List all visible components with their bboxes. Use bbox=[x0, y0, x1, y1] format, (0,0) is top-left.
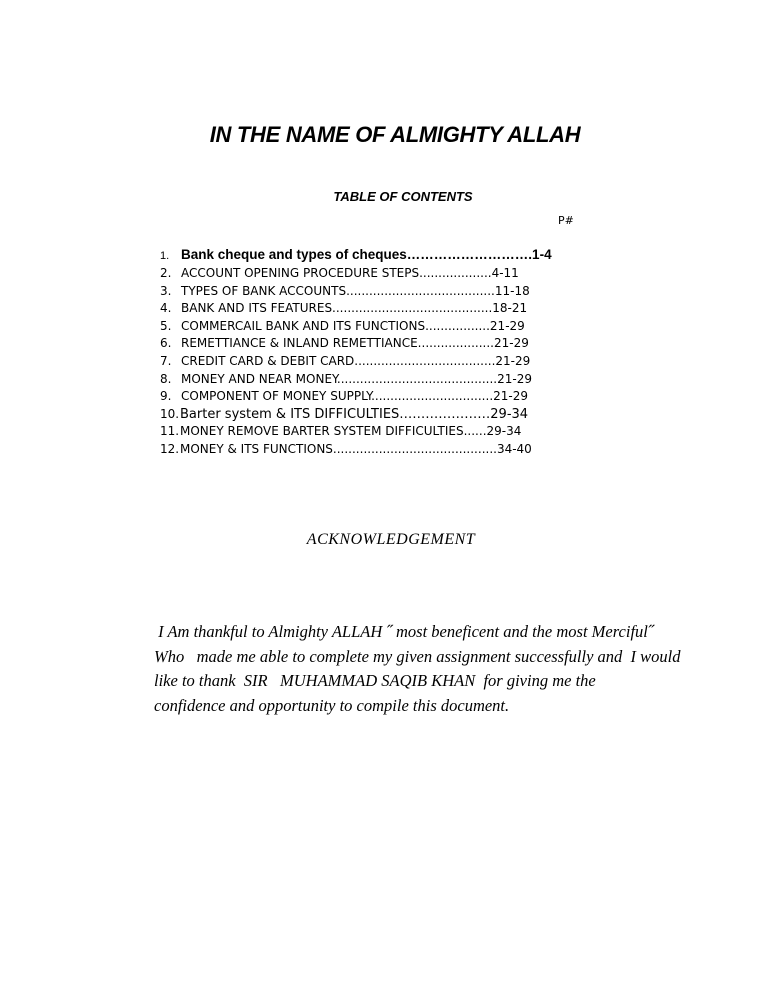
toc-item bbox=[160, 406, 552, 424]
acknowledgement-line: Who made me able to complete my given assignment successfully and I would bbox=[154, 646, 681, 666]
page-heading: IN THE NAME OF ALMIGHTY ALLAH bbox=[209, 122, 581, 147]
acknowledgement-line: I Am thankful to Almighty ALLAH ˝ most beneficent and the most Merciful˝ bbox=[154, 622, 654, 641]
acknowledgement-body bbox=[154, 620, 714, 718]
toc-item bbox=[160, 335, 552, 353]
toc-item-number: 7. bbox=[160, 353, 172, 368]
toc-item-number: 8. bbox=[160, 371, 172, 386]
toc-item-number: 6. bbox=[160, 336, 172, 351]
toc-item-text: MONEY & ITS FUNCTIONS...........................................34-40 bbox=[180, 441, 532, 456]
toc-item-number: 10. bbox=[160, 406, 180, 421]
toc-item-text: CREDIT CARD & DEBIT CARD.....................................21-29 bbox=[181, 353, 531, 368]
acknowledgement-line: confidence and opportunity to compile this document. bbox=[154, 695, 510, 715]
toc-item-number: 4. bbox=[160, 301, 172, 316]
toc-item-number: 9. bbox=[160, 389, 172, 404]
toc-item bbox=[160, 265, 552, 283]
toc-item bbox=[160, 371, 552, 389]
toc-item-text: COMPONENT OF MONEY SUPPLY................................21-29 bbox=[181, 389, 528, 404]
toc-item-text: MONEY REMOVE BARTER SYSTEM DIFFICULTIES......29-34 bbox=[180, 424, 522, 439]
table-of-contents-list bbox=[160, 245, 552, 459]
toc-item-text: ACCOUNT OPENING PROCEDURE STEPS...................4-11 bbox=[181, 266, 519, 280]
toc-item-text: REMETTIANCE & INLAND REMETTIANCE....................21-29 bbox=[181, 336, 529, 351]
acknowledgement-heading: ACKNOWLEDGEMENT bbox=[306, 531, 476, 548]
toc-item-number: 3. bbox=[160, 283, 172, 298]
toc-item-number: 5. bbox=[160, 318, 172, 333]
toc-item-number: 1. bbox=[160, 250, 170, 262]
toc-item-text: Bank cheque and types of cheques……………………….1-4 bbox=[181, 247, 552, 262]
acknowledgement-line: like to thank SIR MUHAMMAD SAQIB KHAN for giving me the bbox=[154, 671, 596, 690]
toc-item-text: BANK AND ITS FEATURES..........................................18-21 bbox=[181, 301, 528, 316]
toc-item bbox=[160, 318, 552, 336]
toc-item bbox=[160, 283, 552, 301]
toc-item-number: 2. bbox=[160, 266, 172, 280]
toc-item bbox=[160, 300, 552, 318]
toc-item-text: MONEY AND NEAR MONEY..........................................21-29 bbox=[181, 371, 532, 386]
toc-item bbox=[160, 245, 552, 265]
table-of-contents-heading: TABLE OF CONTENTS bbox=[333, 189, 473, 204]
toc-item-text: COMMERCAIL BANK AND ITS FUNCTIONS.................21-29 bbox=[181, 318, 525, 333]
toc-item bbox=[160, 353, 552, 371]
toc-item-text: TYPES OF BANK ACCOUNTS.......................................11-18 bbox=[181, 283, 530, 298]
toc-item-number: 11. bbox=[160, 424, 180, 439]
toc-item-number: 12. bbox=[160, 441, 180, 456]
page-number-column-label: P# bbox=[558, 214, 574, 227]
toc-item bbox=[160, 423, 552, 441]
toc-item bbox=[160, 441, 552, 459]
toc-item-text: Barter system & ITS DIFFICULTIES…………………29-34 bbox=[180, 406, 529, 422]
toc-item bbox=[160, 388, 552, 406]
